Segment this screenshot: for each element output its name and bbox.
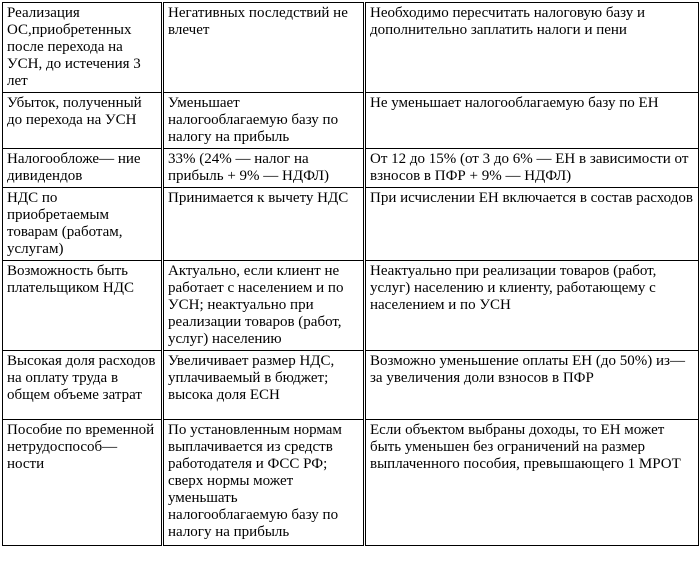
usn-regime-cell: Не уменьшает налогооблагаемую базу по ЕН [365,93,699,149]
general-regime-cell: По установленным нормам выплачивается из средств работодателя и ФСС РФ; сверх нормы может уменьшать налогооблагаемую базу по налогу на прибыль [163,420,365,546]
criterion-cell: Возможность быть плательщиком НДС [3,261,163,351]
criterion-cell: Убыток, полученный до перехода на УСН [3,93,163,149]
usn-regime-cell: При исчислении ЕН включается в состав расходов [365,188,699,261]
comparison-table [2,2,699,546]
usn-regime-cell: От 12 до 15% (от 3 до 6% — ЕН в зависимости от взносов в ПФР + 9% — НДФЛ) [365,149,699,188]
criterion-cell: Высокая доля расходов на оплату труда в общем объеме затрат [3,351,163,420]
usn-regime-cell: Возможно уменьшение оплаты ЕН (до 50%) из— за увеличения доли взносов в ПФР [365,351,699,420]
table-row [3,188,699,261]
criterion-cell: Реализация ОС,приобретенных после перехода на УСН, до истечения 3 лет [3,3,163,93]
general-regime-cell: Уменьшает налогооблагаемую базу по налогу на прибыль [163,93,365,149]
general-regime-cell: Негативных последствий не влечет [163,3,365,93]
usn-regime-cell: Неактуально при реализации товаров (работ, услуг) населению и клиенту, работающему с населением и по УСН [365,261,699,351]
table-row [3,149,699,188]
general-regime-cell: Принимается к вычету НДС [163,188,365,261]
table-row [3,3,699,93]
criterion-cell: Налогообложе— ние дивидендов [3,149,163,188]
table-row [3,351,699,420]
general-regime-cell: Актуально, если клиент не работает с населением и по УСН; неактуально при реализации товаров (работ, услуг) населению [163,261,365,351]
general-regime-cell: Увеличивает размер НДС, уплачиваемый в бюджет; высока доля ЕСН [163,351,365,420]
table-row [3,420,699,546]
general-regime-cell: 33% (24% — налог на прибыль + 9% — НДФЛ) [163,149,365,188]
table-row [3,261,699,351]
usn-regime-cell: Необходимо пересчитать налоговую базу и дополнительно заплатить налоги и пени [365,3,699,93]
criterion-cell: Пособие по временной нетрудоспособ— ности [3,420,163,546]
usn-regime-cell: Если объектом выбраны доходы, то ЕН может быть уменьшен без ограничений на размер выплаченного пособия, превышающего 1 МРОТ [365,420,699,546]
criterion-cell: НДС по приобретаемым товарам (работам, услугам) [3,188,163,261]
table-row [3,93,699,149]
